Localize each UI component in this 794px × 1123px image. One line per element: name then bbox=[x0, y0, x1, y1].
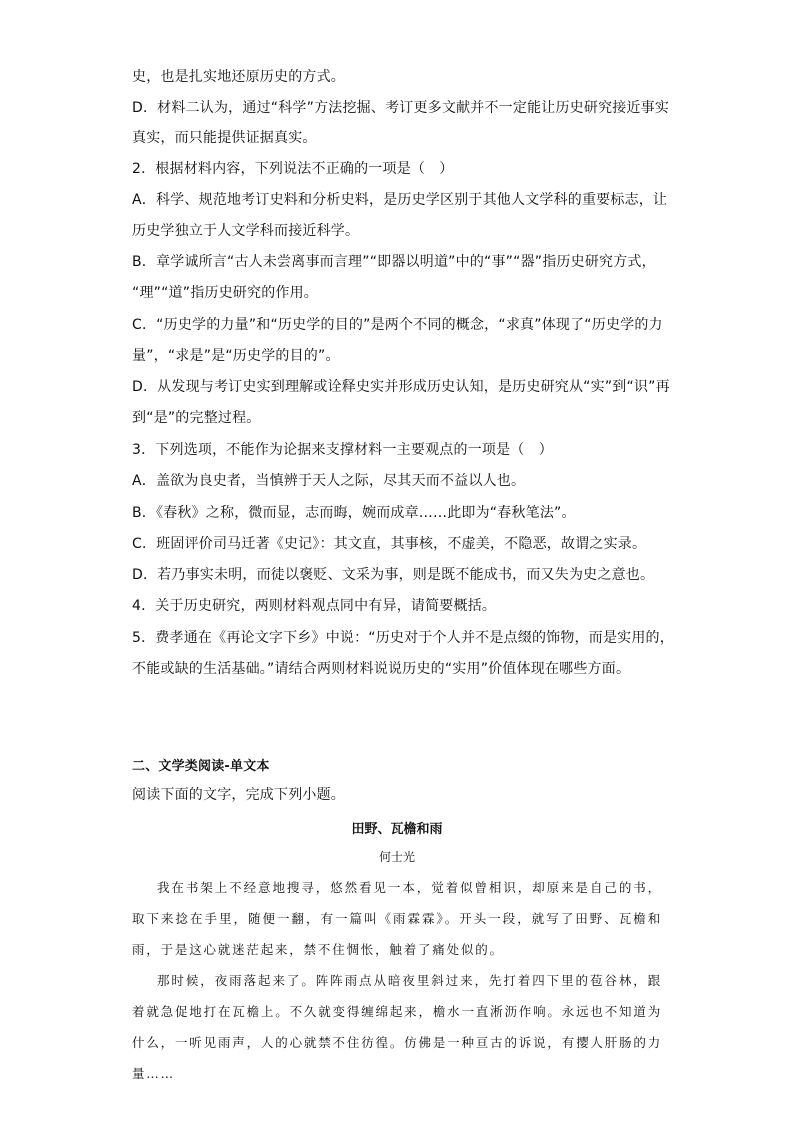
option-d: D．若乃事实未明，而徒以褒贬、文采为事，则是既不能成书，而又失为史之意也。 bbox=[132, 567, 655, 583]
essay-paragraph: 我在书架上不经意地搜寻，悠然看见一本，觉着似曾相识，却原来是自己的书，取下来捻在手里，随便一翻，有一篇叫《雨霖霖》。开头一段，就写了田野、瓦檐和雨，于是这心就迷茫起来，禁不住惆怅，触着了痛处似的。 bbox=[132, 880, 662, 957]
essay-author: 何士光 bbox=[378, 850, 415, 864]
text-line: 到“是”的完整过程。 bbox=[132, 410, 261, 426]
text-line: 量”，“求是”是“历史学的目的”。 bbox=[132, 348, 340, 364]
essay-title: 田野、瓦檐和雨 bbox=[351, 822, 443, 837]
instruction: 阅读下面的文字，完成下列小题。 bbox=[132, 787, 345, 803]
text-line: D．材料二认为，通过“科学”方法挖掘、考订更多文献并不一定能让历史研究接近事实 bbox=[132, 100, 670, 116]
option-a: A．盖欲为良史者，当慎辨于天人之际，尽其天而不益以人也。 bbox=[132, 473, 526, 489]
essay-paragraph: 那时候，夜雨落起来了。阵阵雨点从暗夜里斜过来，先打着四下里的苞谷林，跟着就急促地打在瓦檐上。不久就变得缠绵起来，檐水一直淅沥作响。永远也不知道为什么，一听见雨声，人的心就禁不住彷徨。仿佛是一种亘古的诉说，有撄人肝肠的力量…… bbox=[132, 973, 662, 1081]
option-a: A．科学、规范地考订史料和分析史料，是历史学区别于其他人文学科的重要标志，让 bbox=[132, 192, 668, 208]
question-3-stem: 3．下列选项，不能作为论据来支撑材料一主要观点的一项是（ ） bbox=[132, 442, 553, 458]
text-line: 史，也是扎实地还原历史的方式。 bbox=[132, 69, 345, 85]
section-heading: 二、文学类阅读-单文本 bbox=[132, 759, 270, 774]
option-d: D．从发现与考订史实到理解或诠释史实并形成历史认知，是历史研究从“实”到“识”再 bbox=[132, 379, 670, 395]
question-4: 4．关于历史研究，两则材料观点同中有异，请简要概括。 bbox=[132, 598, 497, 614]
text-line: “理”“道”指历史研究的作用。 bbox=[132, 285, 319, 301]
text-line: 真实，而只能提供证据真实。 bbox=[132, 130, 317, 146]
text-line: 不能或缺的生活基础。”请结合两则材料说说历史的“实用”价值体现在哪些方面。 bbox=[132, 661, 631, 677]
question-2-stem: 2．根据材料内容，下列说法不正确的一项是（ ） bbox=[132, 161, 454, 177]
option-b: B．章学诚所言“古人未尝离事而言理”“即器以明道”中的“事”“器”指历史研究方式， bbox=[132, 254, 656, 270]
option-c: C．“历史学的力量”和“历史学的目的”是两个不同的概念，“求真”体现了“历史学的力 bbox=[132, 317, 663, 333]
text-line: 历史学独立于人文学科而接近科学。 bbox=[132, 223, 360, 239]
option-c: C．班固评价司马迁著《史记》：其文直，其事核，不虚美，不隐恶，故谓之实录。 bbox=[132, 536, 647, 552]
option-b: B．《春秋》之称，微而显，志而晦，婉而成章……此即为“春秋笔法”。 bbox=[132, 505, 576, 521]
question-5: 5．费孝通在《再论文字下乡》中说：“历史对于个人并不是点缀的饰物，而是实用的， bbox=[132, 630, 674, 646]
